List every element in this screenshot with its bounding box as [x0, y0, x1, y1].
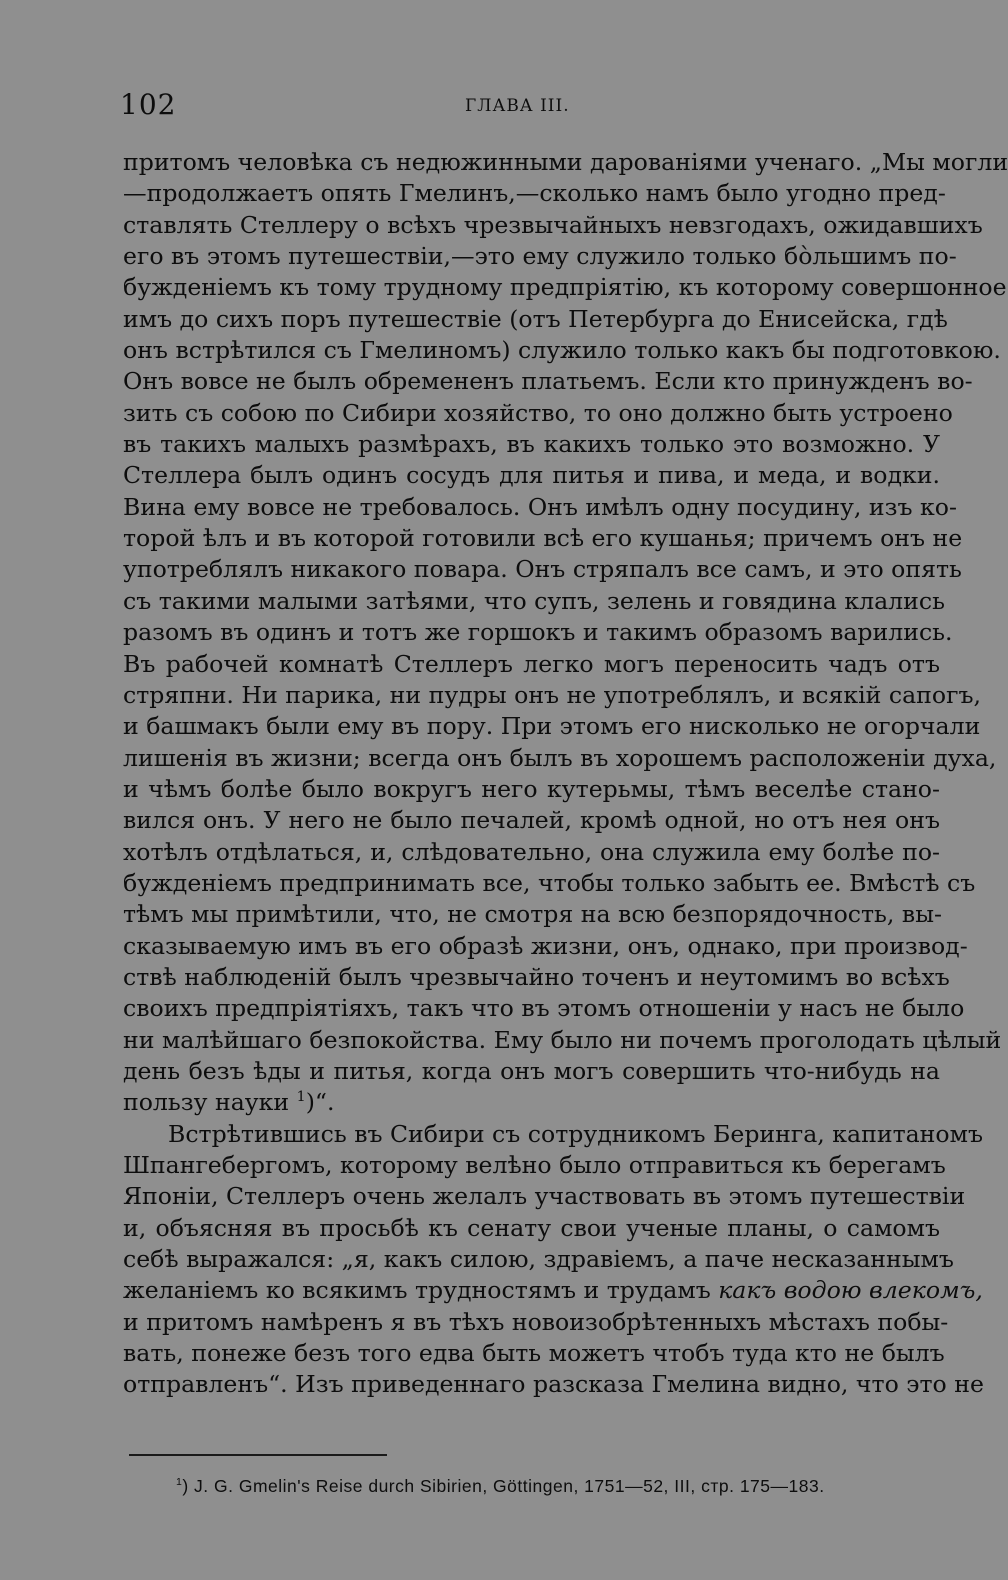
italic-phrase: какъ водою влекомъ,: [718, 1276, 983, 1305]
text-line: Шпангебергомъ, которому велѣно было отправиться къ берегамъ: [123, 1151, 946, 1179]
text-line: торой ѣлъ и въ которой готовили всѣ его кушанья; причемъ онъ не: [123, 524, 963, 553]
text-line: и, объясняя въ просьбѣ къ сенату свои ученые планы, о самомъ: [123, 1213, 940, 1242]
text-line: зить съ собою по Сибири хозяйство, то оно должно быть устроено: [123, 398, 953, 427]
text-line: день безъ ѣды и питья, когда онъ могъ совершить что-нибудь на: [123, 1056, 940, 1085]
text-line: онъ встрѣтился съ Гмелиномъ) служило только какъ бы подготовкою.: [123, 336, 1001, 365]
text-line: разомъ въ одинъ и тотъ же горшокъ и такимъ образомъ варились.: [123, 618, 953, 647]
text-line: и башмакъ были ему въ пору. При этомъ его нисколько не огорчали: [123, 712, 981, 741]
text-line: —продолжаетъ опять Гмелинъ,—сколько намъ было угодно пред-: [123, 179, 946, 208]
page-number: 102: [120, 88, 177, 121]
paragraph-end-line: [123, 1087, 940, 1118]
text-line-with-italic: [123, 1275, 983, 1306]
text-fragment: пользу науки: [123, 1088, 290, 1117]
footnote-rule: [129, 1454, 387, 1456]
text-line: тѣмъ мы примѣтили, что, не смотря на всю безпорядочность, вы-: [123, 900, 942, 929]
footnote-ref: 1: [296, 1089, 306, 1106]
text-line: имъ до сихъ поръ путешествіе (отъ Петербурга до Енисейска, гдѣ: [123, 304, 948, 333]
footnote-marker: 1: [176, 1476, 183, 1489]
text-line: Онъ вовсе не былъ обремененъ платьемъ. Если кто принужденъ во-: [123, 367, 973, 396]
text-line: вать, понеже безъ того едва быть можетъ чтобъ туда кто не былъ: [123, 1339, 945, 1368]
text-line: его въ этомъ путешествіи,—это ему служило только бо̀льшимъ по-: [123, 242, 957, 271]
text-line: отправленъ“. Изъ приведеннаго разсказа Гмелина видно, что это не: [123, 1370, 984, 1399]
text-line: ни малѣйшаго безпокойства. Ему было ни почемъ проголодать цѣлый: [123, 1025, 1002, 1054]
text-fragment: )“.: [305, 1088, 335, 1117]
footnote-text: ) J. G. Gmelin's Reise durch Sibirien, Göttingen, 1751—52, III, стр. 175—183.: [182, 1476, 825, 1496]
page-header: [120, 88, 940, 128]
text-line: и чѣмъ болѣе было вокругъ него кутерьмы, тѣмъ веселѣе стано-: [123, 774, 940, 803]
text-line: бужденіемъ предпринимать все, чтобы только забыть ее. Вмѣстѣ съ: [123, 868, 976, 897]
footnote: [176, 1476, 944, 1497]
text-line: и притомъ намѣренъ я въ тѣхъ новоизобрѣтенныхъ мѣстахъ побы-: [123, 1307, 949, 1336]
text-line: Въ рабочей комнатѣ Стеллеръ легко могъ переносить чадъ отъ: [123, 649, 940, 678]
text-fragment: желаніемъ ко всякимъ трудностямъ и трудамъ: [123, 1276, 711, 1305]
text-line: лишенія въ жизни; всегда онъ былъ въ хорошемъ расположеніи духа,: [123, 743, 997, 772]
text-line: ставлять Стеллеру о всѣхъ чрезвычайныхъ невзгодахъ, ожидавшихъ: [123, 210, 983, 239]
body-text: [123, 147, 1008, 1401]
text-line: сказываемую имъ въ его образѣ жизни, онъ, однако, при производ-: [123, 931, 968, 960]
text-line: хотѣлъ отдѣлаться, и, слѣдовательно, она служила ему болѣе по-: [123, 837, 940, 866]
text-line: въ такихъ малыхъ размѣрахъ, въ какихъ только это возможно. У: [123, 430, 940, 459]
running-head: ГЛАВА III.: [465, 96, 570, 116]
text-line: Встрѣтившись въ Сибири съ сотрудникомъ Беринга, капитаномъ: [168, 1119, 983, 1148]
text-line: Стеллера былъ одинъ сосудъ для питья и пива, и меда, и водки.: [123, 461, 940, 490]
text-line: притомъ человѣка съ недюжинными дарованіями ученаго. „Мы могли: [123, 148, 1008, 176]
text-line: вился онъ. У него не было печалей, кромѣ одной, но отъ нея онъ: [123, 806, 940, 835]
text-line: бужденіемъ къ тому трудному предпріятію, къ которому совершонное: [123, 273, 1007, 302]
text-line: стряпни. Ни парика, ни пудры онъ не употреблялъ, и всякій сапогъ,: [123, 680, 981, 709]
text-line: себѣ выражался: „я, какъ силою, здравіемъ, а паче несказаннымъ: [123, 1245, 954, 1274]
text-line: употреблялъ никакого повара. Онъ стряпалъ все самъ, и это опять: [123, 555, 962, 584]
text-line: своихъ предпріятіяхъ, такъ что въ этомъ отношеніи у насъ не было: [123, 994, 965, 1023]
text-line: съ такими малыми затѣями, что супъ, зелень и говядина клались: [123, 586, 945, 615]
text-line: Вина ему вовсе не требовалось. Онъ имѣлъ одну посудину, изъ ко-: [123, 492, 957, 521]
text-line: ствѣ наблюденій былъ чрезвычайно точенъ и неутомимъ во всѣхъ: [123, 962, 950, 991]
text-line: Японіи, Стеллеръ очень желалъ участвовать въ этомъ путешествіи: [123, 1182, 966, 1211]
